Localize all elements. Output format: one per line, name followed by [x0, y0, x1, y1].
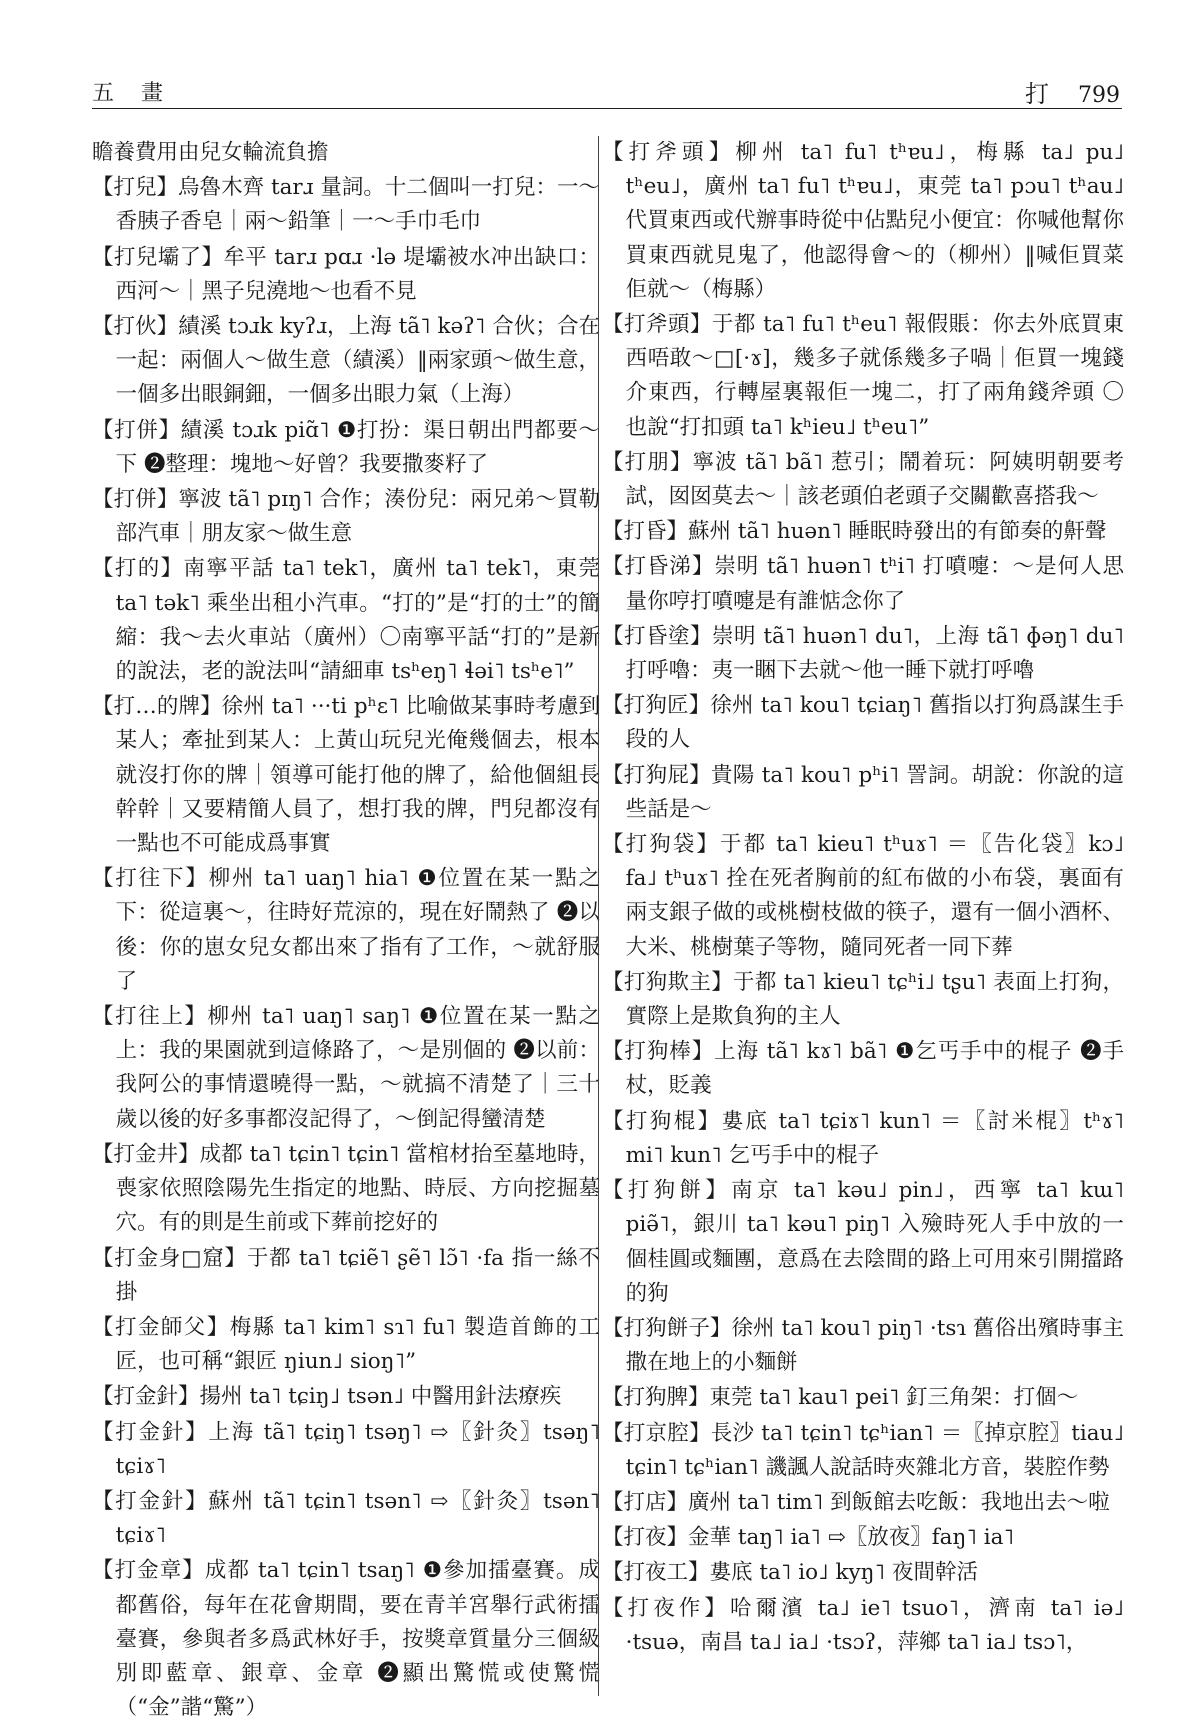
dictionary-entry: 【打店】廣州 ta˥ tim˥ 到飯館去吃飯：我地出去～啦 — [602, 1489, 1110, 1515]
dictionary-entry: 【打狗棍】婁底 ta˥ tɕiɤ˥ kun˥ ＝〖討米棍〗tʰɤ˥ mi˥ kun˥ 乞丐手中的棍子 — [602, 1108, 1124, 1168]
page-number: 799 — [1078, 83, 1120, 108]
column-divider — [598, 136, 599, 1696]
dictionary-entry: 【打斧頭】柳州 ta˥ fu˥ tʰɐu˩，梅縣 ta˩ pu˩ tʰeu˩，廣州 ta˥ fu˥ tʰɐu˩，東莞 ta˥ pɔu˥ tʰau˩ 代買東西或代辦事時從中佔點兒小便宜：你喊他幫你買東西就見鬼了，他認得會～的（柳州）‖喊佢買菜佢就～（梅縣） — [602, 140, 1124, 302]
dictionary-entry: 【打往上】柳州 ta˥ uaŋ˥ saŋ˥ ❶位置在某一點之上：我的果園就到這條路了，～是別個的 ❷以前：我阿公的事情還曉得一點，～就搞不清楚了｜三十歲以後的好多事都沒記得了，～倒記得蠻清楚 — [92, 1004, 600, 1132]
dictionary-entry: 【打夜作】哈爾濱 ta˩ ie˥ tsuo˥，濟南 ta˥ iə˩ ·tsuə，南昌 ta˩ ia˩ ·tsɔʔ，萍鄉 ta˥ ia˩ tsɔ˥， — [602, 1595, 1124, 1655]
dictionary-entry: 瞻養費用由兒女輪流負擔 — [92, 140, 329, 165]
dictionary-entry: 【打狗袋】于都 ta˥ kieu˥ tʰuɤ˥ ＝〖告化袋〗kɔ˩ fa˩ tʰuɤ˥ 拴在死者胸前的紅布做的小布袋，裏面有兩支銀子做的或桃樹枝做的筷子，還有一個小酒杯、大米、桃樹葉子等物，隨同死者一同下葬 — [602, 832, 1124, 960]
dictionary-entry: 【打金針】揚州 ta˥ tɕiŋ˩ tsən˩ 中醫用針法療疾 — [92, 1384, 562, 1410]
dictionary-entry: 【打金身□窟】于都 ta˥ tɕiẽ˥ ʂẽ˥ lɔ̃˥ ·fa 指一絲不掛 — [92, 1245, 600, 1305]
dictionary-entry: 【打狗餅子】徐州 ta˥ kou˥ piŋ˥ ·tsɿ 舊俗出殯時事主撒在地上的小麵餅 — [602, 1315, 1124, 1376]
dictionary-entry: 【打伙】績溪 tɔɹk kyʔɹ，上海 tã˥ kəʔ˥ 合伙；合在一起：兩個人～做生意（績溪）‖兩家頭～做生意，一個多出眼銅鈿，一個多出眼力氣（上海） — [92, 314, 600, 408]
right-column — [602, 136, 1124, 1696]
dictionary-entry: 【打金師父】梅縣 ta˥ kim˥ sɿ˥ fu˥ 製造首飾的工匠，也可稱“銀匠 ŋiun˩ sioŋ˥” — [92, 1314, 600, 1375]
dictionary-entry: 【打狗餅】南京 ta˥ kəu˩ pin˩，西寧 ta˥ kɯ˥ piə̃˥，銀川 ta˥ kəu˥ piŋ˥ 入殮時死人手中放的一個桂圓或麵團，意爲在去陰間的路上可用來引開擋路的狗 — [602, 1178, 1124, 1306]
dictionary-entry: 【打夜工】婁底 ta˥ io˩ kyŋ˥ 夜間幹活 — [602, 1560, 978, 1586]
dictionary-entry: 【打狗欺主】于都 ta˥ kieu˥ tɕʰi˩ tʂu˥ 表面上打狗，實際上是欺負狗的主人 — [602, 969, 1124, 1030]
dictionary-entry: 【打往下】柳州 ta˥ uaŋ˥ hia˥ ❶位置在某一點之下：從這裏～，往時好荒涼的，現在好鬧熱了 ❷以後：你的崽女兒女都出來了指有了工作，～就舒服了 — [92, 866, 600, 994]
dictionary-entry: 【打斧頭】于都 ta˥ fu˥ tʰeu˥ 報假賬：你去外底買東西唔敢～□[·ɤ]，幾多子就係幾多子喎｜佢買一塊錢介東西，行轉屋裏報佢一塊二，打了兩角錢斧頭 〇也說“打扣頭 ta˥ kʰieu˩ tʰeu˥” — [602, 312, 1124, 440]
dictionary-entry: 【打狗匠】徐州 ta˥ kou˥ tɕiaŋ˥ 舊指以打狗爲謀生手段的人 — [602, 693, 1124, 753]
dictionary-entry: 【打金針】上海 tã˥ tɕiŋ˥ tsəŋ˥ ⇨〖針灸〗tsəŋ˥ tɕiɤ˥ — [92, 1419, 600, 1479]
dictionary-entry: 【打朋】寧波 tã˥ bã˥ 惹引；鬧着玩：阿姨明朝要考試，囡囡莫去～｜該老頭伯老頭子交關歡喜搭我～ — [602, 449, 1124, 510]
dictionary-entry: 【打併】績溪 tɔɹk piɑ̃˥ ❶打扮：渠日朝出門都要～下 ❷整理：塊地～好曾？我要撒麥籽了 — [92, 417, 600, 477]
dictionary-entry: 【打狗脾】東莞 ta˥ kau˥ pei˥ 釘三角架：打個～ — [602, 1385, 1079, 1411]
dictionary-entry: 【打金章】成都 ta˥ tɕin˥ tsaŋ˥ ❶參加擂臺賽。成都舊俗，每年在花會期間，要在青羊宮舉行武術擂臺賽，參與者多爲武林好手，按獎章質量分三個級別即藍章、銀章、金章 ❷顯出驚慌或使驚慌（“金”諧“驚”） — [92, 1558, 600, 1721]
dictionary-entry: 【打兒壩了】牟平 tarɹ pɑɹ ·lə 堤壩被水冲出缺口：西河～｜黑子兒澆地～也看不見 — [92, 244, 600, 304]
dictionary-entry: 【打昏塗】崇明 tã˥ huən˥ du˥，上海 tã˥ ɸəŋ˥ du˥ 打呼嚕：夷一睏下去就～他一睡下就打呼嚕 — [602, 623, 1124, 684]
dictionary-entry: 【打兒】烏魯木齊 tarɹ 量詞。十二個叫一打兒：一～香胰子香皂｜兩～鉛筆｜一～手巾毛巾 — [92, 175, 600, 235]
dictionary-entry: 【打併】寧波 tã˥ pɪŋ˥ 合作；湊份兒：兩兄弟～買勒部汽車｜朋友家～做生意 — [92, 487, 600, 547]
dictionary-entry: 【打金井】成都 ta˥ tɕin˥ tɕin˥ 當棺材抬至墓地時，喪家依照陰陽先生指定的地點、時辰、方向挖掘墓穴。有的則是生前或下葬前挖好的 — [92, 1141, 600, 1236]
dictionary-entry: 【打的】南寧平話 ta˥ tek˥，廣州 ta˥ tek˥，東莞 ta˥ tək˥ 乘坐出租小汽車。“打的”是“打的士”的簡縮：我～去火車站（廣州）〇南寧平話“打的”是新的說法，老的說法叫“請細車 tsʰeŋ˥ ɬəi˥ tsʰe˥” — [92, 556, 600, 685]
dictionary-entry: 【打昏涕】崇明 tã˥ huən˥ tʰi˥ 打噴嚏：～是何人思量你哼打噴嚏是有誰惦念你了 — [602, 554, 1124, 614]
running-headword: 打 — [1025, 80, 1049, 108]
section-title: 五 畫 — [92, 81, 173, 106]
dictionary-entry: 【打京腔】長沙 ta˥ tɕin˥ tɕʰian˥ ＝〖掉京腔〗tiau˩ tɕin˥ tɕʰian˥ 譏諷人說話時夾雜北方音，裝腔作勢 — [602, 1420, 1124, 1480]
left-column — [92, 136, 600, 1721]
dictionary-entry: 【打夜】金華 taŋ˥ ia˥ ⇨〖放夜〗faŋ˥ ia˥ — [602, 1525, 1015, 1551]
dictionary-entry: 【打狗棒】上海 tã˥ kɤ˥ bã˥ ❶乞丐手中的棍子 ❷手杖，貶義 — [602, 1039, 1124, 1099]
dictionary-entry: 【打…的牌】徐州 ta˥ ···ti pʰɛ˥ 比喻做某事時考慮到某人；牽扯到某人：上黃山玩兒光俺幾個去，根本就沒打你的牌｜領導可能打他的牌了，給他個組長幹幹｜又要精簡人員了，想打我的牌，門兒都沒有一點也不可能成爲事實 — [92, 694, 600, 857]
dictionary-entry: 【打昏】蘇州 tã˥ huən˥ 睡眠時發出的有節奏的鼾聲 — [602, 519, 1107, 545]
page-indicator — [1025, 74, 1120, 109]
page-header — [92, 66, 1122, 109]
dictionary-entry: 【打狗屁】貴陽 ta˥ kou˥ pʰi˥ 詈詞。胡說：你說的這些話是～ — [602, 762, 1124, 822]
dictionary-entry: 【打金針】蘇州 tã˥ tɕin˥ tsən˥ ⇨〖針灸〗tsən˥ tɕiɤ˥ — [92, 1488, 600, 1549]
